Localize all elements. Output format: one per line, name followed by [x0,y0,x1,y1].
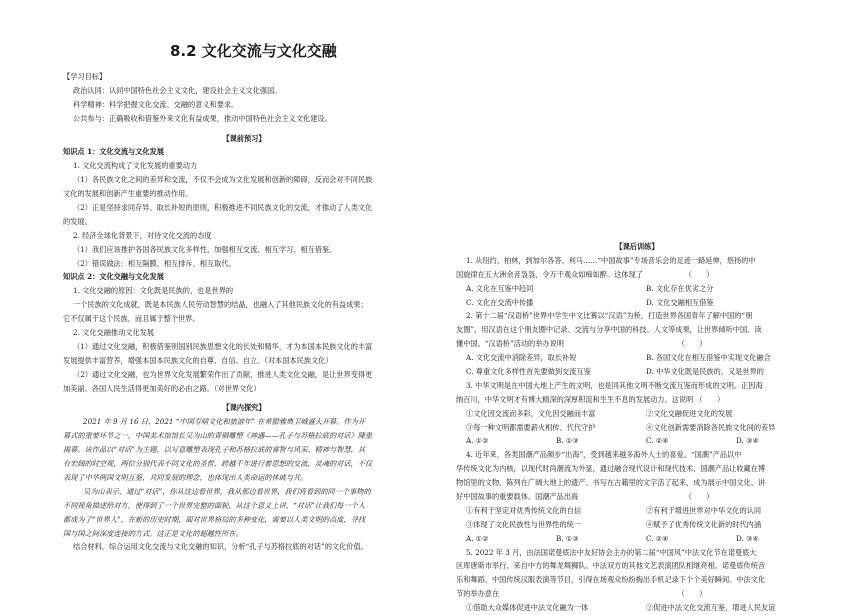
question-2-line: 2. 第十二届“汉语桥”世界中学生中文比赛以“汉语”为桥，打造世界各国青年了解中国的“朋 [466,311,753,321]
k2-line: 2. 文化交融推动文化发展 [73,328,155,338]
question-4-line: 华传统文化为内核，以现代时尚潮流为外显，通过融合现代设计和现代技术，国潮产品让收藏在博 [456,464,766,474]
explore-question: 结合材料，综合运用文化交流与文化交融的知识，分析“孔子与苏格拉底的对话”的文化价值。 [73,542,368,552]
question-2-options [456,365,818,379]
question-3-line: 纳百川，中华文明才有博大精深的深厚积淀和生生不息的发展动力。这说明 （ ） [456,394,725,404]
explore-line: 2021 年 9 月 16 日，2021 “中国寿晴文化和旅游年” 在希腊雅典卫城盛大开幕。作为开 [83,417,366,427]
question-1-options [456,282,818,296]
k1-line: 文化的发展和创新产生重要的推动作用。 [63,189,193,199]
explore-line: 国与国之间深度连接的方式。这正是文化的超越性所在。 [63,528,243,538]
question-3-line: 3. 中华文明是在中国大地上产生的文明，也是同其他文明不断交流互鉴而形成的文明。正因海 [466,380,763,390]
item-1: ①借助大众媒体促进中法文化融为一体 [466,603,589,613]
option-d[interactable]: D. ③④ [736,436,759,446]
knowledge-point-1-heading: 知识点 1：文化交流与文化发展 [63,147,164,157]
explore-line: 不同视角描述给对方，使得到了一个世界完整的面貌，从这个意义上讲，“对话”让我们每一个人 [63,500,366,510]
option-c[interactable]: C. 尊重文化多样性首先要做到交流互鉴 [466,367,591,377]
k2-line: 发展提供丰富营养，增强本国本民族文化的自尊、自信、自立。（对本国本民族文化） [63,355,333,365]
question-2-line: 友圈”，用汉语在这个朋友圈中记录、交流与分享中国的科技、人文等成果，让世界倾听中国、读 [456,325,762,335]
practice-heading: 【课后训练】 [615,242,659,251]
explore-line: 揭幕。该作品以“对话”为主题，以写意雕塑表现孔子和苏格拉底的睿智与风采、精神与智慧，其 [63,445,366,455]
question-5-items [456,601,818,615]
explore-line: 表现了中华两国文明互鉴，共同发展的理念，也体现出人类命运的休戚与共。 [63,472,308,482]
explore-heading: 【课内探究】 [222,403,266,413]
k2-line: 它不仅属于这个民族，而且属于整个世界。 [63,314,200,324]
option-a[interactable]: A. ①② [466,436,489,446]
option-a[interactable]: A. 文化在互鉴中趋同 [466,283,534,293]
goal-line: 公共参与：正确吸收和借鉴外来文化有益成果，推动中国特色社会主义文化建设。 [73,113,332,123]
question-4-items [456,518,818,532]
k1-line: （2）正是坚持求同存异、取长补短的原则，积极推进不同民族文化的交流，才推动了人类文化 [73,203,373,213]
explore-line: 有宏阔的时空观，两位分别代表不同文化的圣哲，跨越千年进行着思想的交流，灵魂的对话，不仅 [63,459,373,469]
page-title: 8.2 文化交流与文化交融 [170,42,337,60]
explore-line: 都成为了“世界人”，在新的历史时期，面对世界格局的多种变化，需要以人类文明的高度，寻找 [63,514,366,524]
left-column [63,70,425,554]
option-a[interactable]: A. 文化交流中消除差异，取长补短 [466,353,577,363]
question-4-line: 好中国故事的重要载体。国潮产品出海 （ ） [456,492,714,502]
k1-line: （1）我们应该推护各国各民族文化多样性，加强相互交流、相互学习、相互借鉴。 [73,244,337,254]
option-c[interactable]: C. ②④ [646,533,669,543]
option-d[interactable]: D. 中华文化既是民族的，又是世界的 [646,367,764,377]
item-1: ①有利于坚定对优秀传统文化的自信 [466,505,582,515]
question-4-line: 4. 近年来，各类国潮产品频步“出海”，受到越来越多海外人士的喜爱。“国潮”产品以中 [466,450,742,460]
question-2-line: 懂中国。“汉语桥”活动的举办说明 （ ） [456,339,707,349]
option-c[interactable]: C. 文化在交流中传播 [466,297,534,307]
k1-line: 2. 经济全球化背景下，对待文化交流的态度 [73,230,212,240]
k1-line: 的发展。 [63,216,92,226]
preview-heading: 【课前预习】 [222,133,266,143]
knowledge-point-2-heading: 知识点 2：文化交融与文化发展 [63,272,164,282]
question-3-items [456,407,818,421]
question-3-options [456,434,818,448]
question-4-line: 物馆里的文物、陈列在广阔大地上的遗产、书写在古籍里的文字活了起来，成为展示中国文化、讲 [456,478,766,488]
k2-line: （1）通过文化交融，积极借鉴别国别民族思想文化的长处和精华，才为本国本民族文化的丰富 [73,341,373,351]
question-5-line: 乐和舞蹈、中国传统汉服表演等节目，引得在场观众纷纷掏出手机记录下个个美好瞬间。中法文化 [456,575,766,585]
k1-line: （1）各民族文化之间的差异和交流，不仅不会成为文化发展和创新的障碍，反而会对不同民族 [73,175,373,185]
question-1-line: 1. 从纽约、柏林，到加尔各答、利马……“中国故事”专场音乐会的足迹一路延伸，悠扬的中 [466,255,756,265]
goal-line: 政治认同：认同中国特色社会主义文化，建设社会主义文化强国。 [73,85,282,95]
goal-line: 科学精神：科学把握文化交流、交融的意义和要求。 [73,99,239,109]
item-3: ③每一种文明都需要薪火相传、代代守护 [466,422,596,432]
item-2: ②促进中法文化交流互鉴，增进人民友谊 [646,603,776,613]
k2-line: （2）通过文化交融，也为世界文化发展繁荣作出了贡献，推进人类文化交融，是让世界变得更 [73,369,373,379]
explore-line: 吴为山表示，通过“对话”，你从这边看世界，我从那边看世界，我们将看到的同一个事物的 [83,486,371,496]
option-a[interactable]: A. ①② [466,533,489,543]
question-3-items [456,421,818,435]
item-2: ②有利于增进世界对中华文化的认同 [646,505,762,515]
question-5-line: 节的举办意在 （ ） [456,589,707,599]
explore-line: 幕式的重要环节之一，中国美术馆馆长吴为山的青铜雕塑《神遇——孔子与苏格拉底的对话》隆重 [63,431,373,441]
option-d[interactable]: D. 文化交融相互借鉴 [646,297,714,307]
option-b[interactable]: B. ①③ [556,436,579,446]
item-3: ③体现了文化民族性与世界性的统一 [466,519,582,529]
right-column [456,240,818,615]
question-4-items [456,504,818,518]
k2-line: 一个民族的文化成就，既是本民族人民劳动智慧的结晶，也融入了其他民族文化的有益成果； [73,300,368,310]
option-b[interactable]: B. ①③ [556,533,579,543]
option-d[interactable]: D. ③④ [736,533,759,543]
question-1-options [456,296,818,310]
question-4-options [456,532,818,546]
question-1-line: 国旋律在五大洲余音袅袅，令万千观众如痴如醉。这体现了 （ ） [456,269,714,279]
question-2-options [456,351,818,365]
question-5-line: 区库唐斯市举行。来自中方的舞龙舞狮队、中法双方的其他文艺表演团队相继亮相。诺曼底传统音 [456,561,766,571]
k1-line: （2）错误做法：相互隔膜、相互排斥、相互取代。 [73,258,236,268]
item-2: ②文化交融促进文化的发展 [646,408,733,418]
goals-heading: 【学习目标】 [63,72,107,81]
option-b[interactable]: B. 各国文化在相互借鉴中实现文化融合 [646,353,771,363]
option-c[interactable]: C. ②④ [646,436,669,446]
item-4: ④赋予了优秀传统文化新的时代内涵 [646,519,762,529]
option-b[interactable]: B. 文化存在优劣之分 [646,283,714,293]
k2-line: 1. 文化交融的原因：文化既是民族的，也是世界的 [73,286,234,296]
question-5-line: 5. 2022 年 3 月，由法国诺曼底法中友好协会主办的第二届“中国风”中法文化节在诺曼底大 [466,547,757,557]
item-4: ④文化创新需要消除各民族文化间的差异 [646,422,776,432]
item-1: ①文化因交流而多彩，文化因交融而丰富 [466,408,596,418]
k1-line: 1. 文化交流构成了文化发展的重要动力 [73,161,198,171]
k2-line: 加美丽、各国人民生活得更加美好的必由之路。（对世界文化） [63,383,261,393]
